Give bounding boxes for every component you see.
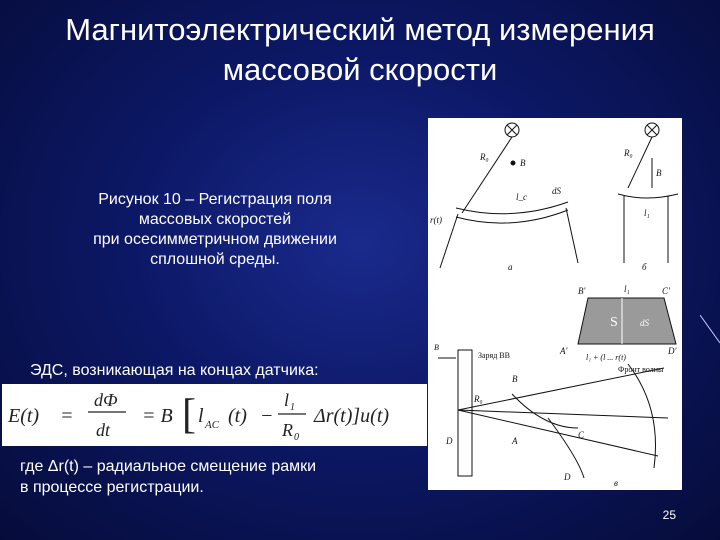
arc-b: [618, 194, 678, 198]
left-bracket: [: [182, 392, 196, 438]
formula-eq: =: [60, 405, 74, 427]
formula-l: l: [198, 405, 204, 427]
formula-frac2-den-sub: 0: [294, 432, 299, 443]
figure-image: [428, 118, 682, 490]
label-panel-v: в: [614, 478, 618, 488]
formula-frac2-den: R: [282, 420, 293, 440]
label-b-b: B: [656, 168, 662, 178]
label-b2-v: B: [512, 374, 518, 384]
label-ds-a: dS: [552, 186, 561, 196]
label-charge: Заряд ВВ: [478, 351, 510, 360]
radius-line-b: [628, 137, 652, 188]
label-lc-a: l_c: [516, 192, 527, 202]
label-ds-trap: dS: [640, 318, 649, 328]
frame-left-leg: [440, 214, 458, 268]
label-b-v: B: [434, 343, 439, 352]
slide-title: [20, 10, 700, 90]
caption-line: массовых скоростей: [138, 211, 292, 228]
where-line-2: в процессе регистрации.: [20, 479, 204, 496]
title-line-2: массовой скорости: [222, 52, 498, 87]
label-b-a: B: [520, 158, 526, 168]
formula-svg: [2, 384, 427, 446]
figure-svg: [428, 118, 682, 490]
formula-l-sub: AC: [205, 419, 220, 431]
label-panel-a: а: [508, 262, 513, 272]
label-r0-a: R₀: [480, 152, 489, 162]
label-c-v: C: [578, 430, 585, 440]
frame-curve: [512, 394, 578, 428]
label-d2-v: D: [564, 472, 571, 482]
formula-frac2-num: l: [284, 390, 290, 410]
formula-frac-den: dt: [96, 420, 111, 440]
title-line-1: Магнитоэлектрический метод измерения: [65, 12, 655, 47]
emf-text: ЭДС, возникающая на концах датчика:: [30, 362, 319, 379]
formula-rhs: = B: [142, 405, 173, 427]
where-text: [20, 456, 420, 498]
label-wave-front: Фронт волны: [618, 365, 664, 374]
radius-line: [462, 137, 512, 213]
trapezoid-panel: [578, 298, 676, 344]
trapezoid: [578, 298, 676, 344]
label-panel-b: б: [642, 262, 647, 272]
page-number: 25: [662, 508, 676, 522]
formula-minus: −: [260, 405, 274, 427]
label-cprime: C': [662, 286, 670, 296]
label-aprime: A': [560, 346, 568, 356]
ray-top: [458, 368, 664, 410]
label-formula-trap: l₁ + (l ... r(t): [586, 353, 626, 362]
emf-formula: [2, 384, 427, 446]
label-rt-a: r(t): [430, 215, 442, 225]
formula-tail: Δr(t)]u(t): [314, 405, 390, 427]
caption-line: Рисунок 10 – Регистрация поля: [98, 191, 332, 208]
formula-frac2-num-sub: 1: [290, 402, 295, 413]
figure-caption: [50, 190, 380, 270]
where-line-1: где Δr(t) – радиальное смещение рамки: [20, 458, 317, 475]
label-r0-v: R₀: [474, 394, 483, 404]
point-b: [511, 161, 515, 165]
label-d-v: D: [446, 436, 453, 446]
formula-lhs: E(t): [8, 405, 40, 427]
label-l1-trap: l₁: [624, 284, 630, 294]
label-bprime: B': [578, 286, 586, 296]
label-r0-b: R₀: [624, 148, 633, 158]
formula-frac-num: dФ: [94, 390, 118, 410]
formula-paren-t: (t): [228, 405, 247, 427]
label-dprime: D': [668, 346, 677, 356]
label-a-v: A: [512, 436, 518, 446]
caption-line: сплошной среды.: [150, 251, 280, 268]
arc-upper: [456, 202, 568, 214]
label-l1-b: l₁: [644, 208, 650, 218]
caption-line: при осесимметричном движении: [93, 231, 337, 248]
arc-lower: [456, 210, 568, 223]
panel-b: [618, 123, 678, 263]
label-s: S: [610, 315, 618, 330]
decorative-line: [700, 315, 720, 345]
frame-right-leg: [566, 208, 578, 263]
